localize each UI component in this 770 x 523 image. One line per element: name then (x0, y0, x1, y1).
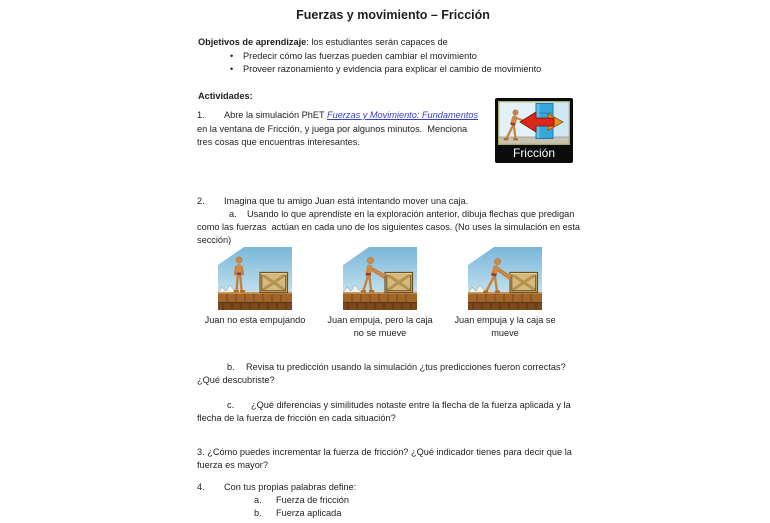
question-number: 1. (197, 110, 205, 120)
objective-text: Predecir cómo las fuerzas pueden cambiar el movimiento (243, 51, 477, 61)
objectives-heading: Objetivos de aprendizaje (198, 37, 307, 47)
define-item-applied (254, 507, 554, 520)
crate-icon (510, 273, 538, 293)
question-2a-text: Usando lo que aprendiste en la exploración anterior, dibuja flechas que predigan como las fuerzas actúan en cada uno de los siguientes casos. (No uses la simulación en esta sección) (197, 209, 583, 245)
question-2 (197, 195, 589, 208)
question-1-text: Abre la simulación PhET (224, 110, 327, 120)
question-number: 4. (197, 482, 205, 492)
friccion-scene-svg (498, 101, 570, 145)
phet-sim-link[interactable]: Fuerzas y Movimiento: Fundamentos (326, 110, 479, 120)
question-2a (197, 208, 589, 247)
objectives-intro: : los estudiantes serán capaces de (306, 37, 448, 47)
item-label: b. (254, 508, 262, 518)
define-item-friction (254, 494, 554, 507)
figure-juan-pushing-static (322, 247, 438, 340)
crate-icon (385, 273, 413, 293)
question-1 (197, 109, 485, 150)
objective-item (230, 50, 586, 63)
sub-question-label: b. (227, 362, 235, 372)
question-1-text: en la ventana de Fricción, y juega por algunos minutos. Menciona tres cosas que encuentras interesantes. (197, 110, 481, 147)
question-2c (197, 399, 589, 425)
figure-juan-not-pushing (197, 247, 313, 327)
item-label: a. (254, 495, 262, 505)
objectives-line (198, 36, 590, 49)
question-2b (197, 361, 589, 387)
question-4 (197, 481, 589, 494)
objective-text: Proveer razonamiento y evidencia para explicar el cambio de movimiento (243, 64, 542, 74)
sub-question-label: a. (229, 209, 237, 219)
item-text: Fuerza de fricción (276, 495, 350, 505)
question-4-text: Con tus propias palabras define: (224, 482, 357, 492)
bullet-icon (230, 63, 243, 76)
question-number: 2. (197, 196, 205, 206)
juan-pushing-moving-scene-svg (468, 247, 542, 310)
juan-pushing-scene-svg (343, 247, 417, 310)
figure-caption: Juan empuja y la caja se mueve (454, 315, 556, 338)
friccion-sim-thumbnail (495, 98, 573, 163)
question-3: 3. ¿Cómo puedes incrementar la fuerza de fricción? ¿Qué indicador tienes para decir que la fuerza es mayor? (197, 447, 575, 470)
question-2b-text: Revisa tu predicción usando la simulación ¿tus predicciones fueron correctas? ¿Qué descubriste? (197, 362, 569, 385)
sub-question-label: c. (227, 400, 235, 410)
juan-standing-scene-svg (218, 247, 292, 310)
page-title: Fuerzas y movimiento – Fricción (296, 8, 490, 22)
question-2c-text: ¿Qué diferencias y similitudes notaste entre la flecha de la fuerza aplicada y la flecha de la fuerza de fricción en cada situación? (197, 400, 574, 423)
figure-caption: Juan empuja, pero la caja no se mueve (327, 315, 433, 338)
item-text: Fuerza aplicada (276, 508, 342, 518)
question-2-text: Imagina que tu amigo Juan está intentando mover una caja. (224, 196, 469, 206)
crate-icon (260, 273, 288, 293)
sim-thumbnail-label: Fricción (512, 145, 555, 160)
objectives-list (230, 50, 586, 76)
figure-caption: Juan no esta empujando (204, 315, 306, 325)
figure-juan-pushing-moving (447, 247, 563, 340)
objective-item (230, 63, 586, 76)
activities-heading: Actividades: (198, 91, 253, 101)
bullet-icon (230, 50, 243, 63)
